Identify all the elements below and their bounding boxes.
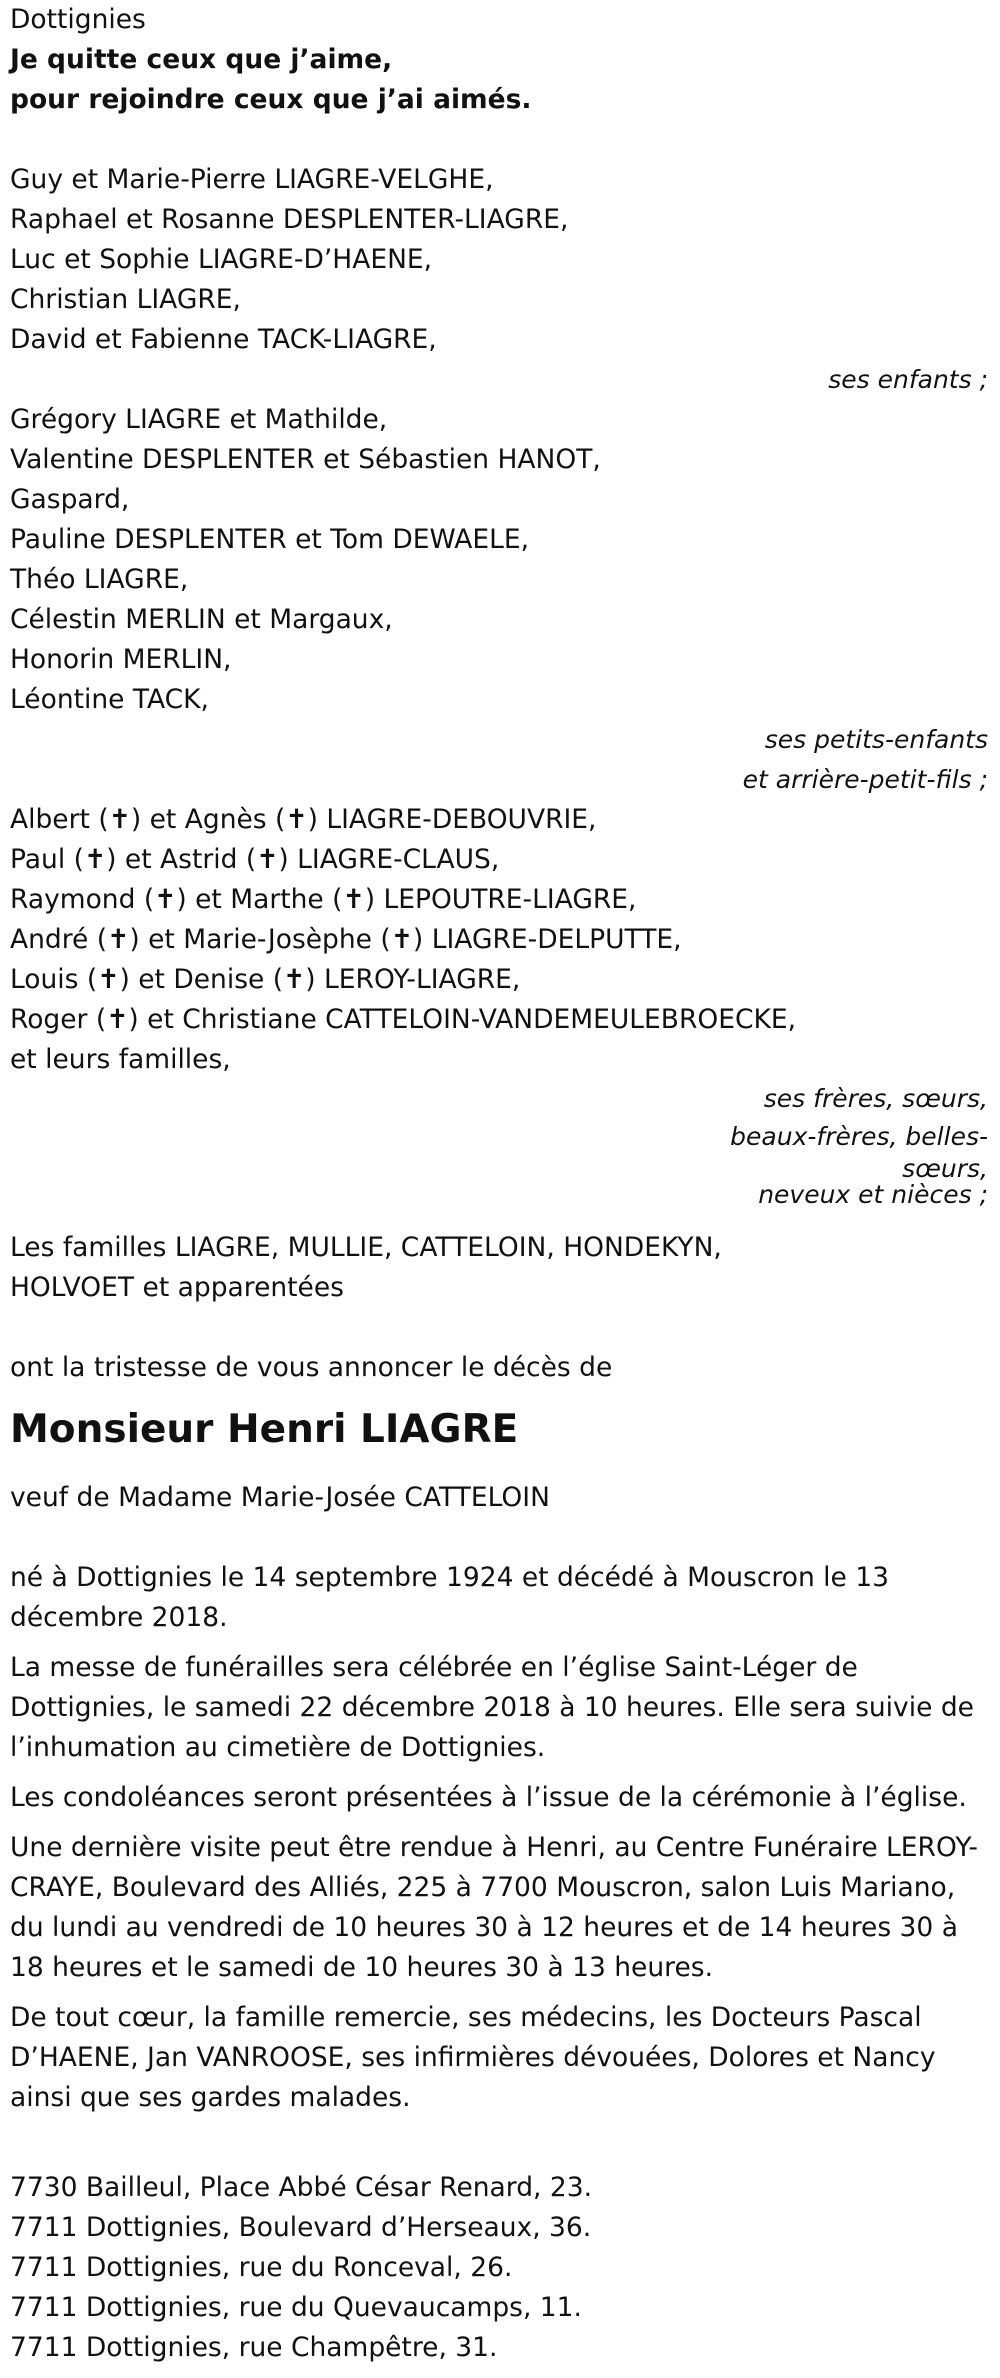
- widower-of: veuf de Madame Marie-Josée CATTELOIN: [10, 1482, 550, 1513]
- list-item: Guy et Marie-Pierre LIAGRE-VELGHE,: [10, 164, 494, 195]
- address-line: 7730 Bailleul, Place Abbé César Renard, 23.: [10, 2172, 593, 2203]
- address-line: 7711 Dottignies, rue du Ronceval, 26.: [10, 2252, 513, 2283]
- address-line: 7711 Dottignies, rue Champêtre, 31.: [10, 2332, 498, 2363]
- list-item: Grégory LIAGRE et Mathilde,: [10, 404, 388, 435]
- list-item: Léontine TACK,: [10, 684, 209, 715]
- grandchildren-label: et arrière-petit-fils ;: [742, 765, 988, 794]
- list-item: Gaspard,: [10, 484, 130, 515]
- list-item: Roger (✝) et Christiane CATTELOIN-VANDEMEULEBROECKE,: [10, 1004, 797, 1035]
- list-item: Raphael et Rosanne DESPLENTER-LIAGRE,: [10, 204, 569, 235]
- visit-paragraph: Une dernière visite peut être rendue à Henri, au Centre Funéraire LEROY-CRAYE, Boulevard des Alliés, 225 à 7700 Mouscron, salon Luis Mariano, du lundi au vendredi de 10 heures 30 à 12 heures et de 14 heures 30 à 18 heures et le samedi de 10 heures 30 à 13 heures.: [10, 1832, 978, 1983]
- list-item: Honorin MERLIN,: [10, 644, 232, 675]
- list-item: André (✝) et Marie-Josèphe (✝) LIAGRE-DELPUTTE,: [10, 924, 682, 955]
- deceased-name: Monsieur Henri LIAGRE: [10, 1407, 519, 1452]
- thanks-paragraph: De tout cœur, la famille remercie, ses médecins, les Docteurs Pascal D’HAENE, Jan VANROOSE, ses infirmières dévouées, Dolores et Nancy ainsi que ses gardes malades.: [10, 2002, 936, 2113]
- families-line: Les familles LIAGRE, MULLIE, CATTELOIN, HONDEKYN,: [10, 1232, 722, 1263]
- list-item: Christian LIAGRE,: [10, 284, 241, 315]
- grandchildren-label: ses petits-enfants: [764, 725, 988, 754]
- siblings-label: neveux et nièces ;: [758, 1180, 988, 1209]
- address-list: [10, 2168, 990, 2368]
- list-item: Raymond (✝) et Marthe (✝) LEPOUTRE-LIAGRE,: [10, 884, 637, 915]
- list-item: Albert (✝) et Agnès (✝) LIAGRE-DEBOUVRIE,: [10, 804, 597, 835]
- list-item: Louis (✝) et Denise (✝) LEROY-LIAGRE,: [10, 964, 521, 995]
- grandchildren-list: [10, 400, 990, 720]
- quote-line: Je quitte ceux que j’aime,: [10, 44, 393, 75]
- siblings-label: beaux-frères, belles-: [730, 1122, 988, 1151]
- announcement: ont la tristesse de vous annoncer le décès de: [10, 1352, 613, 1383]
- quote-line: pour rejoindre ceux que j’ai aimés.: [10, 84, 532, 115]
- list-item: et leurs familles,: [10, 1044, 231, 1075]
- siblings-label: ses frères, sœurs,: [763, 1084, 988, 1113]
- families-line: HOLVOET et apparentées: [10, 1272, 344, 1303]
- location: Dottignies: [10, 4, 146, 35]
- condolences-paragraph: Les condoléances seront présentées à l’issue de la cérémonie à l’église.: [10, 1782, 967, 1813]
- list-item: Pauline DESPLENTER et Tom DEWAELE,: [10, 524, 530, 555]
- list-item: Luc et Sophie LIAGRE-D’HAENE,: [10, 244, 433, 275]
- children-list: [10, 160, 990, 360]
- address-line: 7711 Dottignies, Boulevard d’Herseaux, 36.: [10, 2212, 592, 2243]
- siblings-label: sœurs,: [902, 1154, 988, 1183]
- list-item: Théo LIAGRE,: [10, 564, 189, 595]
- children-label: ses enfants ;: [828, 365, 988, 394]
- list-item: Paul (✝) et Astrid (✝) LIAGRE-CLAUS,: [10, 844, 500, 875]
- funeral-paragraph: La messe de funérailles sera célébrée en l’église Saint-Léger de Dottignies, le samedi 22 décembre 2018 à 10 heures. Elle sera suivie de l’inhumation au cimetière de Dottignies.: [10, 1652, 974, 1763]
- address-line: 7711 Dottignies, rue du Quevaucamps, 11.: [10, 2292, 582, 2323]
- list-item: Valentine DESPLENTER et Sébastien HANOT,: [10, 444, 601, 475]
- list-item: Célestin MERLIN et Margaux,: [10, 604, 393, 635]
- list-item: David et Fabienne TACK-LIAGRE,: [10, 324, 437, 355]
- siblings-list: [10, 800, 990, 1080]
- obituary-notice: [10, 0, 990, 2368]
- birth-death-paragraph: né à Dottignies le 14 septembre 1924 et décédé à Mouscron le 13 décembre 2018.: [10, 1562, 889, 1633]
